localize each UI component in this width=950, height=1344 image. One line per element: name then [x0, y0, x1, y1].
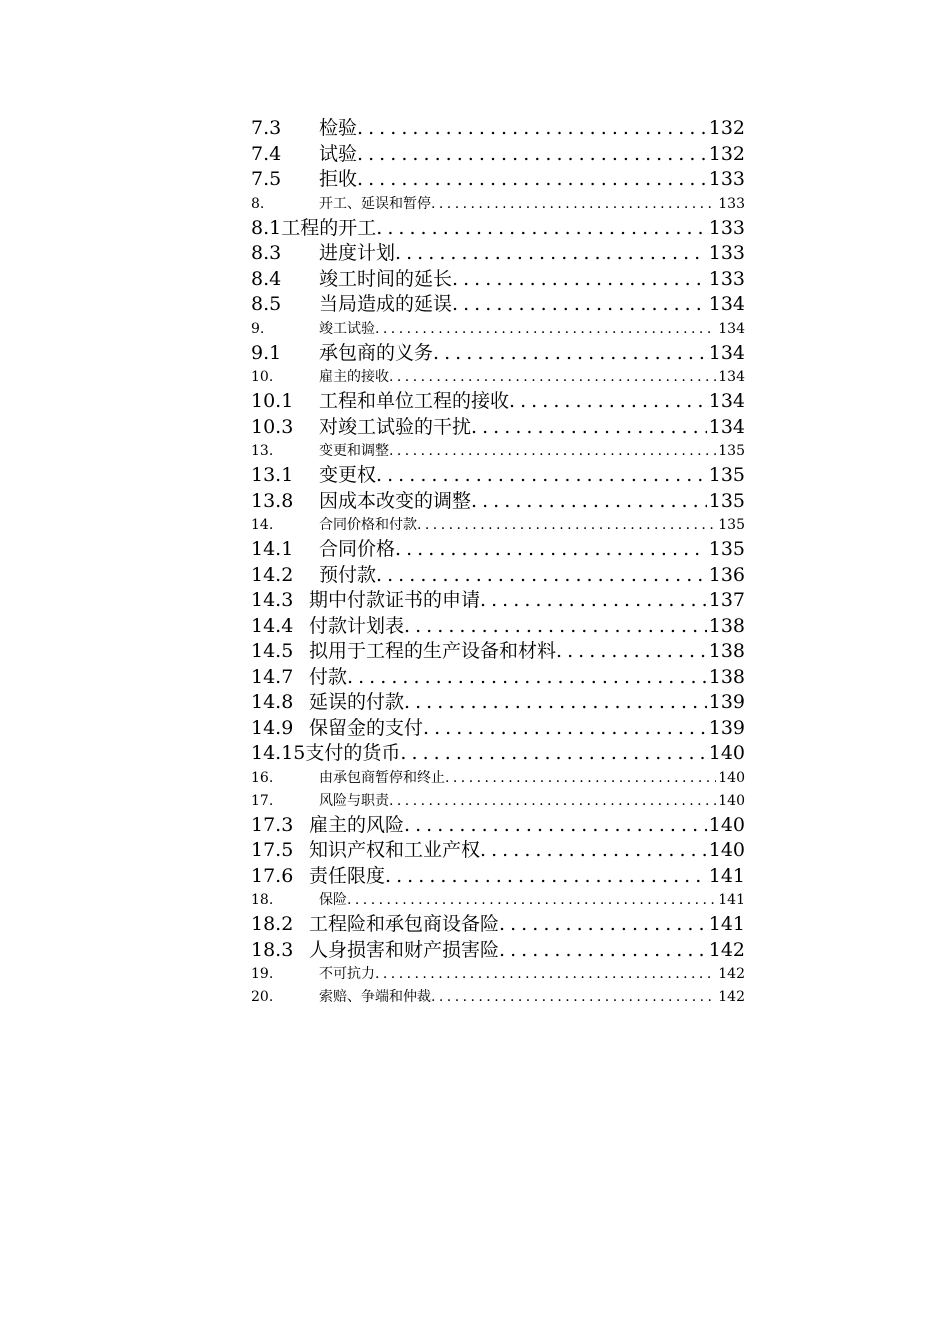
toc-entry-number: 19.	[251, 966, 274, 982]
toc-entry[interactable]	[251, 813, 745, 839]
dot-leader	[404, 614, 707, 640]
toc-entry-title: 预付款	[319, 563, 377, 586]
toc-entry[interactable]	[251, 514, 745, 537]
toc-entry[interactable]	[251, 938, 745, 964]
toc-entry-number: 17.6	[251, 864, 294, 887]
dot-leader	[376, 216, 707, 242]
toc-entry-number: 20.	[251, 989, 274, 1005]
toc-entry[interactable]	[251, 537, 745, 563]
toc-entry-number: 14.8	[251, 691, 294, 713]
toc-entry-number: 18.2	[251, 913, 294, 935]
toc-entry[interactable]	[251, 690, 745, 716]
toc-entry[interactable]	[251, 665, 745, 691]
toc-entry-number: 13.	[251, 443, 274, 459]
toc-entry-title: 工程的开工	[281, 216, 377, 239]
toc-entry-page-number: 138	[708, 665, 745, 688]
toc-entry-title: 开工、延误和暂停	[319, 195, 431, 212]
toc-entry-number: 14.15	[251, 742, 306, 764]
toc-entry-number: 10.1	[251, 390, 294, 412]
toc-entry-page-number: 132	[708, 117, 745, 139]
toc-entry-number: 10.	[251, 369, 274, 385]
dot-leader	[445, 767, 716, 790]
toc-entry-page-number: 139	[708, 716, 745, 739]
toc-entry-page-number: 133	[708, 168, 745, 190]
toc-entry-page-number: 141	[708, 913, 745, 935]
toc-entry-number: 18.	[251, 892, 274, 908]
toc-entry-page-number: 135	[718, 443, 745, 459]
dot-leader	[499, 938, 707, 964]
toc-entry-number: 14.1	[251, 538, 294, 560]
toc-entry[interactable]	[251, 167, 745, 193]
toc-entry[interactable]	[251, 415, 745, 441]
toc-entry-number: 18.3	[251, 938, 294, 961]
dot-leader	[431, 986, 716, 1009]
dot-leader	[452, 292, 707, 318]
toc-entry[interactable]	[251, 241, 745, 267]
toc-entry-title: 支付的货币	[305, 742, 401, 764]
toc-entry-title: 变更和调整	[319, 443, 389, 459]
dot-leader	[376, 563, 707, 589]
dot-leader	[431, 193, 716, 216]
toc-entry-number: 7.5	[251, 168, 282, 190]
toc-entry[interactable]	[251, 963, 745, 986]
toc-entry-page-number: 133	[718, 195, 745, 212]
toc-entry[interactable]	[251, 267, 745, 293]
dot-leader	[417, 514, 716, 537]
toc-entry-number: 8.3	[251, 242, 282, 264]
toc-entry-page-number: 138	[708, 640, 745, 662]
dot-leader	[404, 813, 707, 839]
toc-entry-title: 因成本改变的调整	[319, 489, 472, 512]
toc-entry-page-number: 141	[708, 864, 745, 887]
toc-entry-title: 对竣工试验的干扰	[319, 415, 472, 438]
toc-entry-title: 试验	[319, 142, 358, 165]
toc-entry-page-number: 132	[708, 142, 745, 165]
toc-entry-number: 14.5	[251, 640, 294, 662]
toc-entry-title: 变更权	[319, 464, 377, 486]
dot-leader	[357, 167, 707, 193]
toc-entry-title: 风险与职责	[319, 792, 389, 809]
toc-entry[interactable]	[251, 716, 745, 742]
toc-entry-title: 合同价格	[319, 538, 396, 560]
toc-entry-title: 竣工时间的延长	[319, 267, 453, 290]
toc-entry-page-number: 133	[708, 216, 745, 239]
toc-entry-number: 16.	[251, 769, 274, 786]
toc-entry-title: 雇主的风险	[309, 813, 405, 836]
toc-entry-number: 14.3	[251, 589, 294, 611]
toc-entry[interactable]	[251, 563, 745, 589]
toc-entry[interactable]	[251, 639, 745, 665]
toc-entry[interactable]	[251, 767, 745, 790]
toc-entry-title: 进度计划	[319, 242, 396, 264]
dot-leader	[376, 463, 707, 489]
toc-entry-page-number: 134	[708, 341, 745, 364]
toc-entry-title: 拟用于工程的生产设备和材料	[309, 640, 557, 662]
toc-entry-page-number: 135	[708, 538, 745, 560]
toc-entry-number: 10.3	[251, 415, 294, 438]
toc-entry-title: 知识产权和工业产权	[309, 839, 481, 861]
toc-entry[interactable]	[251, 790, 745, 813]
toc-entry[interactable]	[251, 389, 745, 415]
toc-entry-number: 14.4	[251, 614, 294, 637]
toc-entry-page-number: 134	[708, 390, 745, 412]
dot-leader	[480, 588, 707, 614]
toc-entry-page-number: 136	[708, 563, 745, 586]
toc-entry-page-number: 134	[718, 369, 745, 385]
dot-leader	[433, 341, 707, 367]
dot-leader	[480, 838, 707, 864]
toc-entry-number: 14.9	[251, 716, 294, 739]
toc-entry-page-number: 141	[718, 892, 745, 908]
toc-entry-number: 9.1	[251, 341, 282, 364]
toc-entry-title: 延误的付款	[309, 691, 405, 713]
toc-entry-page-number: 135	[718, 517, 745, 533]
toc-entry-page-number: 140	[718, 769, 745, 786]
toc-entry-number: 8.1	[251, 216, 282, 239]
toc-entry-page-number: 134	[718, 320, 745, 337]
dot-leader	[404, 690, 707, 716]
toc-entry[interactable]	[251, 463, 745, 489]
toc-entry-page-number: 134	[708, 415, 745, 438]
toc-entry-page-number: 134	[708, 293, 745, 315]
toc-entry-title: 保留金的支付	[309, 716, 424, 739]
toc-entry-number: 8.5	[251, 293, 282, 315]
toc-entry[interactable]	[251, 614, 745, 640]
dot-leader	[347, 889, 716, 912]
toc-entry-title: 工程和单位工程的接收	[319, 390, 510, 412]
toc-entry[interactable]	[251, 193, 745, 216]
toc-entry-title: 期中付款证书的申请	[309, 589, 481, 611]
dot-leader	[347, 665, 707, 691]
dot-leader	[389, 366, 716, 389]
toc-entry[interactable]	[251, 489, 745, 515]
dot-leader	[509, 389, 707, 415]
toc-entry-page-number: 142	[718, 966, 745, 982]
toc-entry-title: 当局造成的延误	[319, 293, 453, 315]
toc-entry-number: 14.	[251, 517, 274, 533]
toc-entry-number: 8.	[251, 195, 265, 212]
dot-leader	[389, 790, 716, 813]
toc-entry-page-number: 135	[708, 464, 745, 486]
toc-entry-number: 9.	[251, 320, 265, 337]
dot-leader	[423, 716, 707, 742]
dot-leader	[385, 864, 707, 890]
toc-entry-page-number: 140	[718, 792, 745, 809]
dot-leader	[471, 415, 707, 441]
toc-entry-number: 17.5	[251, 839, 294, 861]
toc-entry[interactable]	[251, 838, 745, 864]
toc-entry[interactable]	[251, 366, 745, 389]
dot-leader	[395, 537, 707, 563]
toc-entry-number: 7.3	[251, 117, 282, 139]
dot-leader	[389, 440, 716, 463]
toc-entry-page-number: 138	[708, 614, 745, 637]
toc-entry-title: 检验	[319, 117, 358, 139]
toc-entry-title: 合同价格和付款	[319, 517, 417, 533]
toc-entry-number: 17.3	[251, 813, 294, 836]
toc-entry[interactable]	[251, 864, 745, 890]
toc-entry[interactable]	[251, 116, 745, 142]
toc-entry[interactable]	[251, 142, 745, 168]
toc-entry-title: 人身损害和财产损害险	[309, 938, 500, 961]
toc-entry-title: 不可抗力	[319, 966, 375, 982]
toc-entry[interactable]	[251, 292, 745, 318]
toc-entry-title: 索赔、争端和仲裁	[319, 989, 431, 1005]
toc-entry-number: 14.2	[251, 563, 294, 586]
toc-entry-number: 13.8	[251, 489, 294, 512]
toc-entry-number: 14.7	[251, 665, 294, 688]
toc-entry-page-number: 135	[708, 489, 745, 512]
toc-entry-title: 雇主的接收	[319, 369, 389, 385]
dot-leader	[357, 116, 707, 142]
dot-leader	[452, 267, 707, 293]
toc-entry[interactable]	[251, 889, 745, 912]
toc-entry[interactable]	[251, 588, 745, 614]
dot-leader	[375, 318, 716, 341]
toc-entry-title: 由承包商暂停和终止	[319, 769, 445, 786]
toc-entry[interactable]	[251, 440, 745, 463]
toc-entry[interactable]	[251, 318, 745, 341]
toc-entry-number: 17.	[251, 792, 274, 809]
toc-entry-page-number: 133	[708, 267, 745, 290]
toc-entry[interactable]	[251, 986, 745, 1009]
toc-entry-page-number: 137	[708, 589, 745, 611]
toc-entry-title: 保险	[319, 892, 347, 908]
dot-leader	[471, 489, 707, 515]
toc-entry-page-number: 142	[708, 938, 745, 961]
dot-leader	[395, 241, 707, 267]
toc-entry-number: 13.1	[251, 464, 294, 486]
toc-entry-title: 竣工试验	[319, 320, 375, 337]
toc-entry-page-number: 139	[708, 691, 745, 713]
toc-entry-page-number: 133	[708, 242, 745, 264]
dot-leader	[499, 912, 707, 938]
toc-entry[interactable]	[251, 216, 745, 242]
toc-entry-page-number: 140	[708, 742, 745, 764]
dot-leader	[375, 963, 716, 986]
toc-entry-title: 承包商的义务	[319, 341, 434, 364]
toc-entry[interactable]	[251, 341, 745, 367]
toc-entry-title: 工程险和承包商设备险	[309, 913, 500, 935]
dot-leader	[556, 639, 707, 665]
toc-entry-title: 拒收	[319, 168, 358, 190]
toc-entry-title: 付款计划表	[309, 614, 405, 637]
toc-entry-page-number: 142	[718, 989, 745, 1005]
toc-entry-title: 责任限度	[309, 864, 386, 887]
toc-entry[interactable]	[251, 912, 745, 938]
toc-entry-title: 付款	[309, 665, 348, 688]
toc-entry-page-number: 140	[708, 813, 745, 836]
toc-entry-number: 8.4	[251, 267, 282, 290]
toc-entry-page-number: 140	[708, 839, 745, 861]
dot-leader	[357, 142, 707, 168]
dot-leader	[400, 741, 706, 767]
toc-entry[interactable]	[251, 741, 745, 767]
table-of-contents	[251, 116, 745, 1009]
toc-entry-number: 7.4	[251, 142, 282, 165]
